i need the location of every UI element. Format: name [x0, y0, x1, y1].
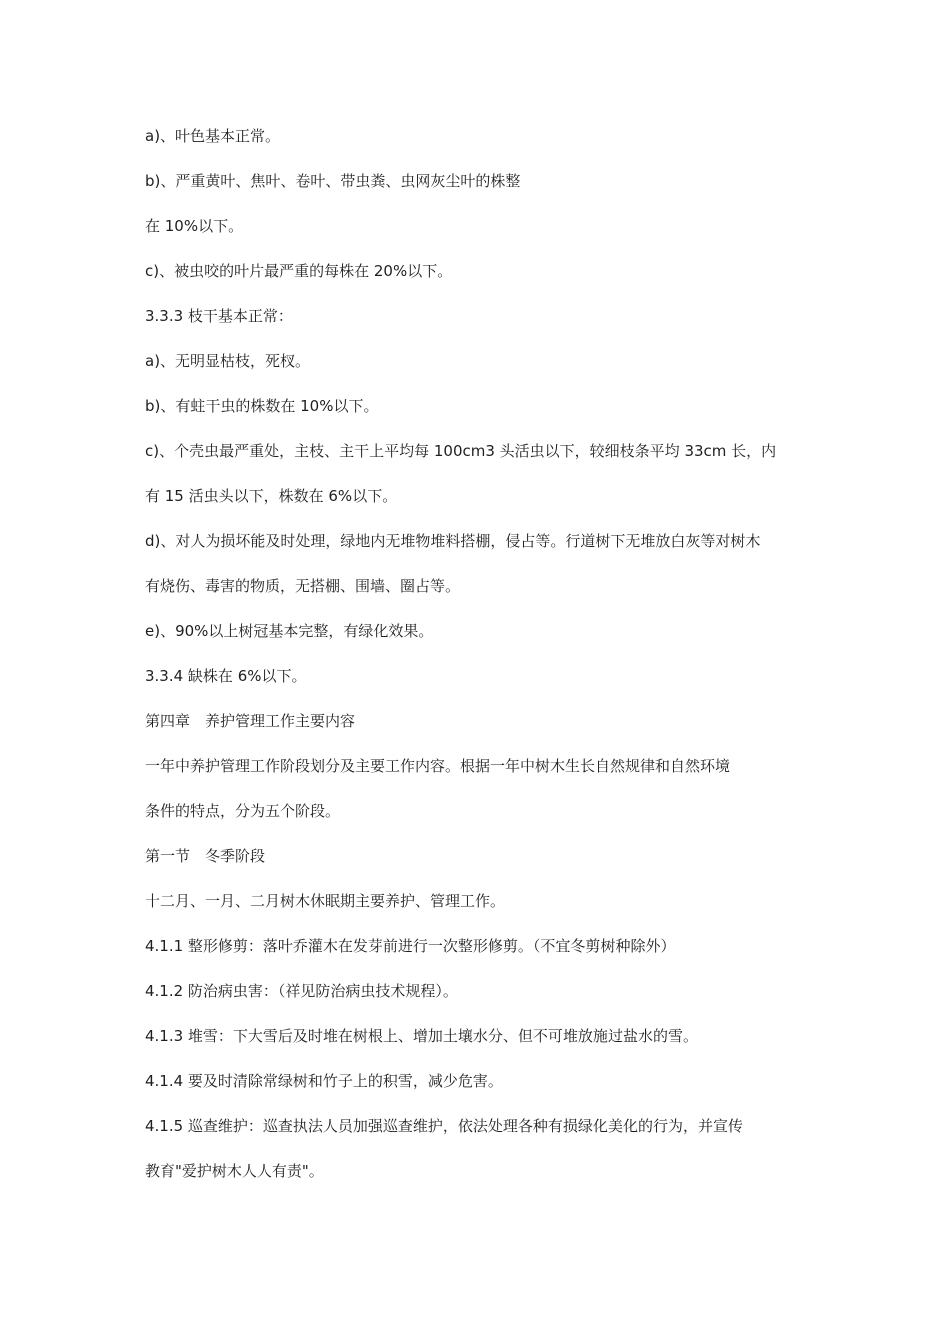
paragraph-intro: 一年中养护管理工作阶段划分及主要工作内容。根据一年中树木生长自然规律和自然环境 [145, 757, 731, 775]
list-item-yellow-leaves-cont: 在 10%以下。 [145, 217, 244, 235]
list-item-4-1-5: 4.1.5 巡查维护：巡查执法人员加强巡查维护，依法处理各种有损绿化美化的行为，并宣传 [145, 1117, 743, 1135]
list-item-4-1-5-cont: 教育"爱护树木人人有责"。 [145, 1162, 324, 1180]
list-item-leaf-color: a)、叶色基本正常。 [145, 127, 281, 145]
document-body [145, 124, 813, 1204]
section-heading-3-3-3: 3.3.3 枝干基本正常： [145, 307, 293, 325]
list-item-insect-bitten: c)、被虫咬的叶片最严重的每株在 20%以下。 [145, 262, 453, 280]
list-item-crown-intact: e)、90%以上树冠基本完整，有绿化效果。 [145, 622, 434, 640]
list-item-4-1-2: 4.1.2 防治病虫害：（祥见防治病虫技术规程）。 [145, 982, 458, 1000]
list-item-damage-handling: d)、对人为损坏能及时处理，绿地内无堆物堆料搭棚，侵占等。行道树下无堆放白灰等对树木 [145, 532, 761, 550]
list-item-damage-handling-cont: 有烧伤、毒害的物质，无搭棚、围墙、圈占等。 [145, 577, 461, 595]
paragraph-intro-cont: 条件的特点，分为五个阶段。 [145, 802, 341, 820]
list-item-scale-insects: c)、个壳虫最严重处，主枝、主干上平均每 100cm3 头活虫以下，较细枝条平均 33cm 长，内 [145, 442, 777, 460]
list-item-yellow-leaves: b)、严重黄叶、焦叶、卷叶、带虫粪、虫网灰尘叶的株整 [145, 172, 521, 190]
paragraph-winter-work: 十二月、一月、二月树木休眠期主要养护、管理工作。 [145, 892, 506, 910]
list-item-4-1-4: 4.1.4 要及时清除常绿树和竹子上的积雪，减少危害。 [145, 1072, 503, 1090]
list-item-borer-insects: b)、有蛀干虫的株数在 10%以下。 [145, 397, 379, 415]
chapter-heading-4: 第四章 养护管理工作主要内容 [145, 712, 356, 730]
list-item-4-1-3: 4.1.3 堆雪：下大雪后及时堆在树根上、增加土壤水分、但不可堆放施过盐水的雪。 [145, 1027, 698, 1045]
list-item-4-1-1: 4.1.1 整形修剪：落叶乔灌木在发芽前进行一次整形修剪。（不宜冬剪树种除外） [145, 937, 676, 955]
list-item-scale-insects-cont: 有 15 活虫头以下，株数在 6%以下。 [145, 487, 398, 505]
section-heading-3-3-4: 3.3.4 缺株在 6%以下。 [145, 667, 307, 685]
section-heading-winter: 第一节 冬季阶段 [145, 847, 266, 865]
list-item-dead-branches: a)、无明显枯枝，死杈。 [145, 352, 311, 370]
